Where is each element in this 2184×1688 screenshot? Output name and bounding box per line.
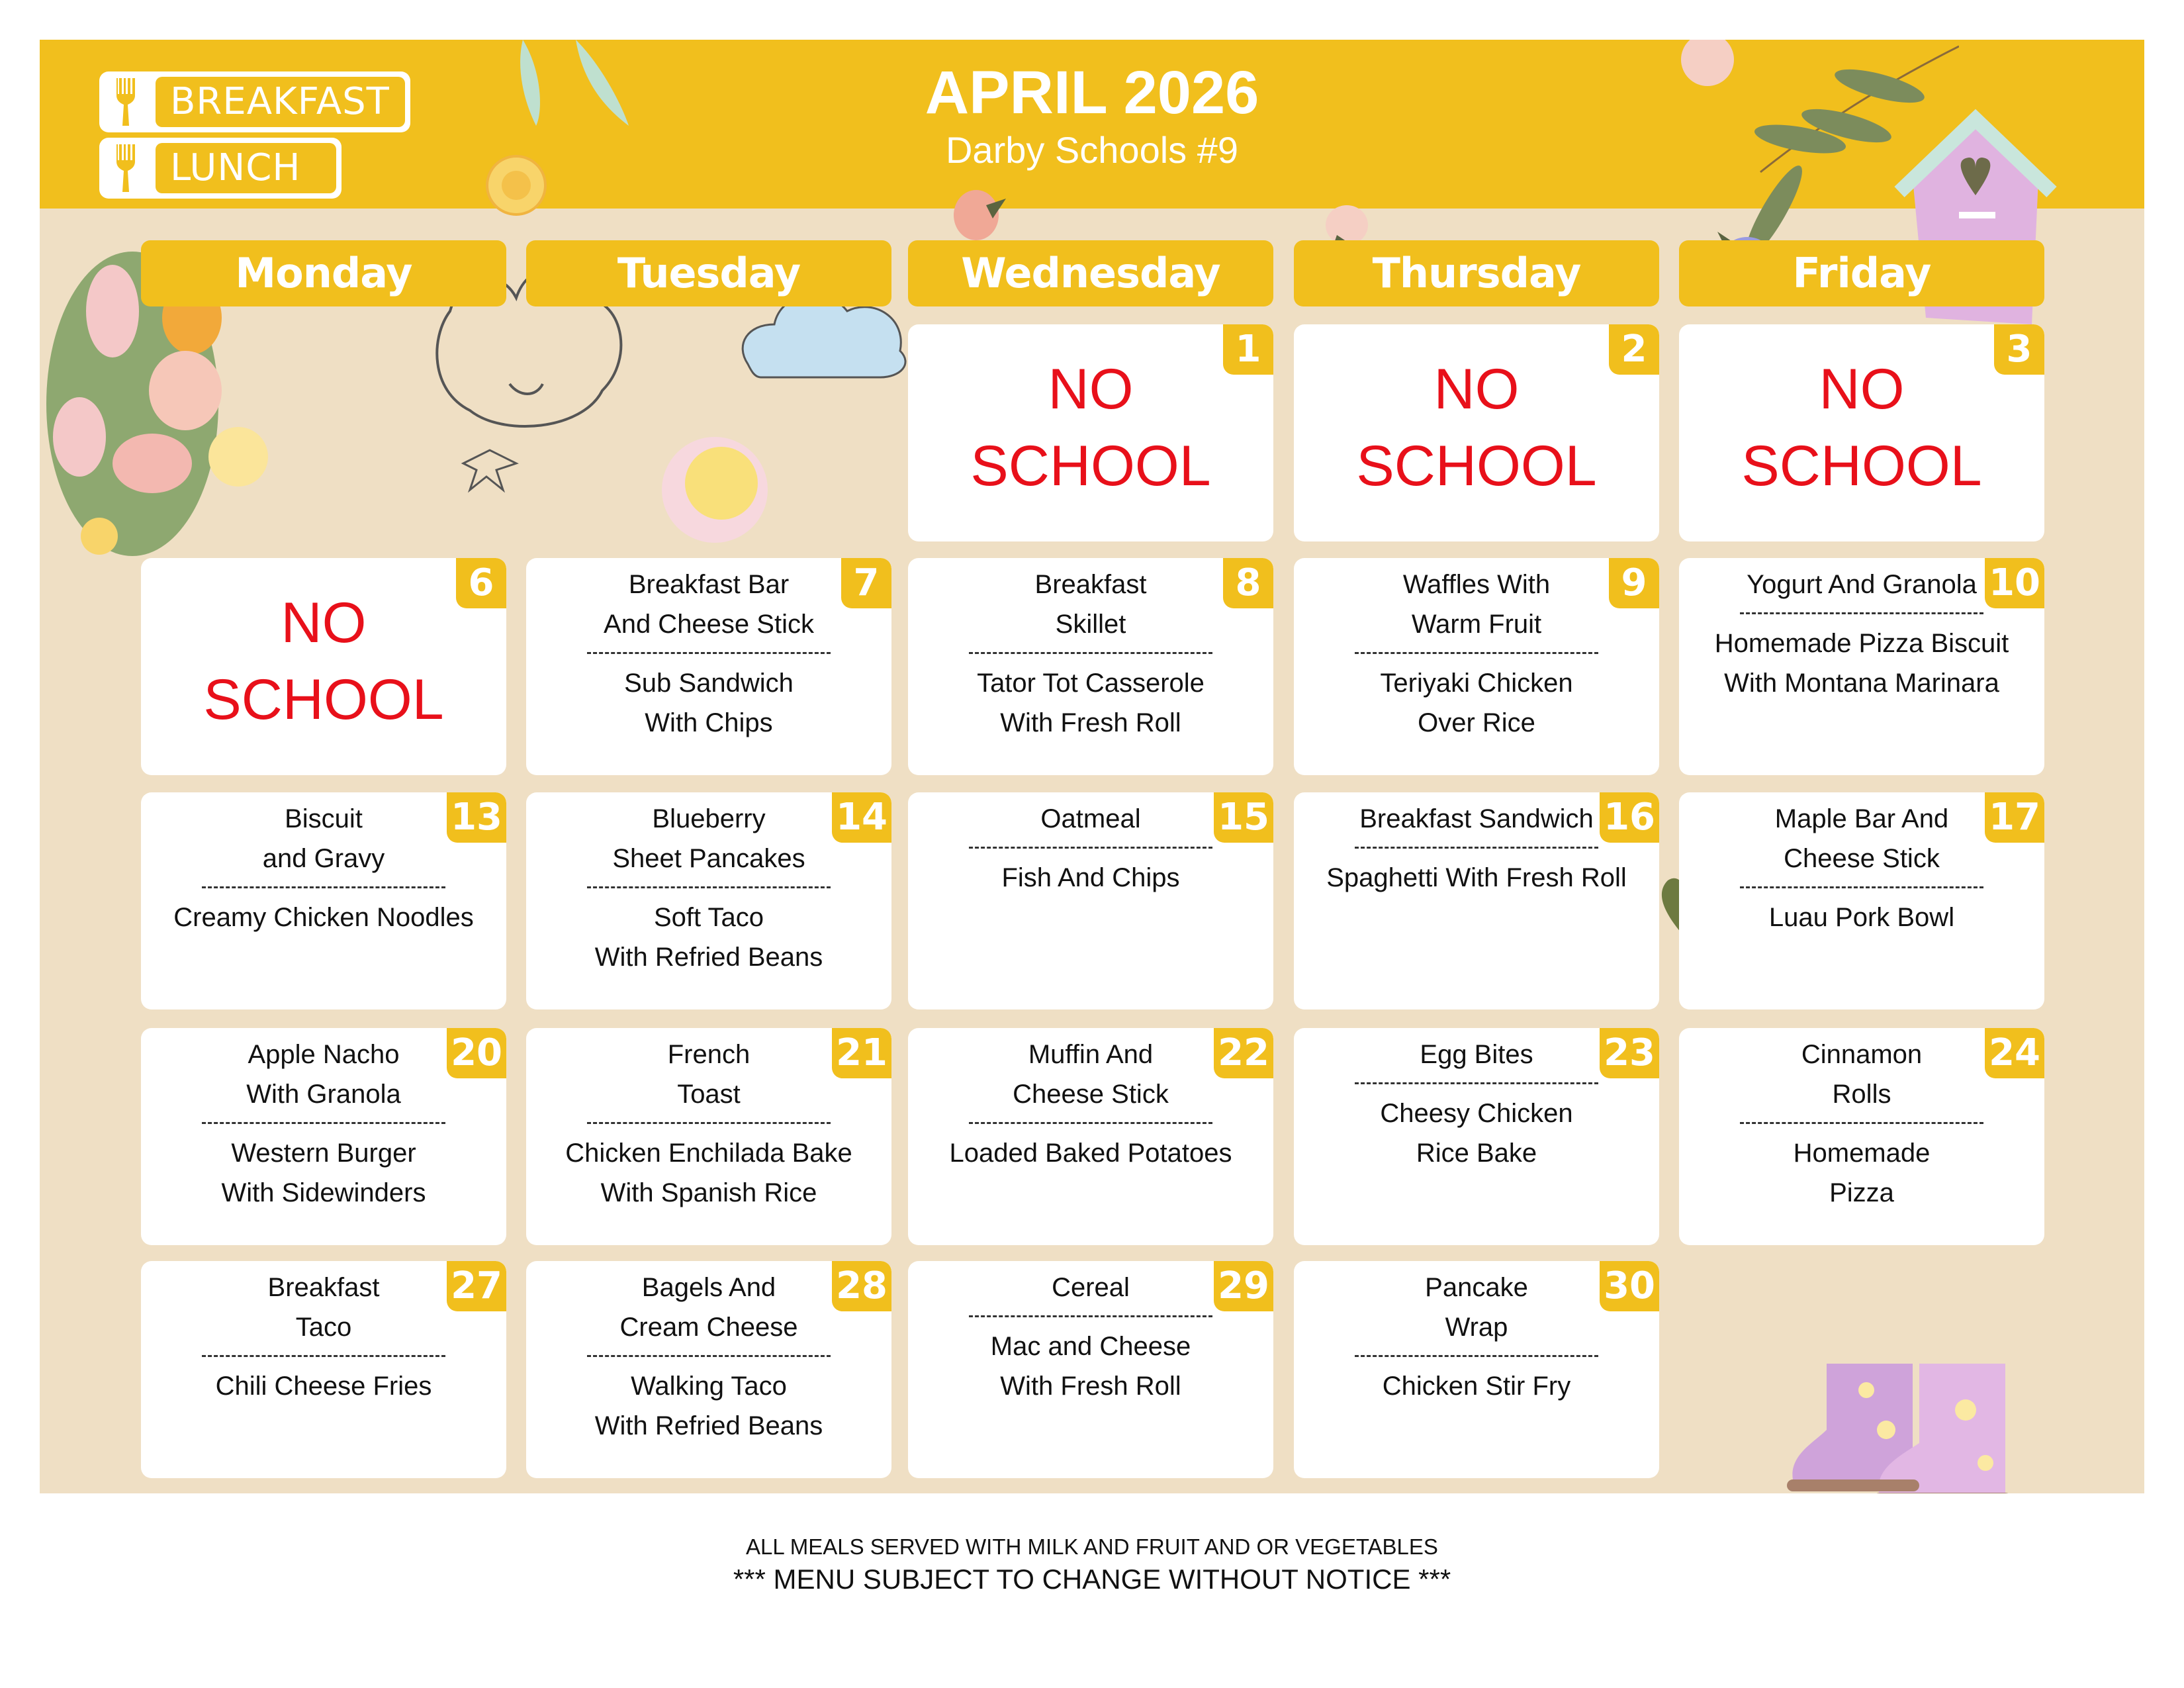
lunch-item: Chicken Enchilada Bake With Spanish Rice	[565, 1139, 852, 1207]
date-badge: 22	[1214, 1028, 1273, 1078]
meal-divider	[969, 652, 1213, 654]
meal-divider	[969, 847, 1213, 849]
footer-note: ALL MEALS SERVED WITH MILK AND FRUIT AND OR VEGETABLES	[746, 1534, 1438, 1559]
footer-disclaimer: *** MENU SUBJECT TO CHANGE WITHOUT NOTICE ***	[733, 1564, 1451, 1595]
meal-divider	[202, 1355, 446, 1357]
lunch-item: Chili Cheese Fries	[215, 1372, 432, 1401]
meal-divider	[1740, 1122, 1984, 1124]
breakfast-item: Breakfast Bar And Cheese Stick	[604, 570, 814, 639]
breakfast-item: Bagels And Cream Cheese	[619, 1273, 798, 1342]
day-cell	[908, 324, 1273, 541]
lunch-item: Chicken Stir Fry	[1382, 1372, 1571, 1401]
lunch-item: Fish And Chips	[1001, 863, 1180, 892]
lunch-item: Loaded Baked Potatoes	[949, 1139, 1232, 1168]
meal-divider	[969, 1122, 1213, 1124]
date-badge: 28	[832, 1261, 891, 1311]
date-badge: 8	[1223, 558, 1273, 608]
meal-divider	[587, 652, 831, 654]
date-badge: 6	[456, 558, 506, 608]
meal-divider	[1740, 886, 1984, 888]
date-badge: 3	[1994, 324, 2044, 375]
lunch-item: Western Burger With Sidewinders	[221, 1139, 426, 1207]
day-cell	[526, 1261, 891, 1478]
page-title: APRIL 2026	[925, 59, 1259, 126]
daffodil-decoration-icon	[635, 410, 794, 569]
lunch-item: Homemade Pizza	[1793, 1139, 1931, 1207]
day-cell	[908, 792, 1273, 1009]
day-cell	[526, 1028, 891, 1245]
day-cell	[1294, 792, 1659, 1009]
breakfast-item: Waffles With Warm Fruit	[1402, 570, 1551, 639]
day-cell	[526, 558, 891, 775]
date-badge: 15	[1214, 792, 1273, 843]
breakfast-item: Maple Bar And Cheese Stick	[1774, 804, 1949, 873]
no-school-label: NO SCHOOL	[970, 357, 1211, 498]
meal-divider	[969, 1315, 1213, 1317]
date-badge: 24	[1985, 1028, 2044, 1078]
meal-divider	[587, 886, 831, 888]
menu-poster	[40, 40, 2144, 1493]
logo-breakfast: BREAKFAST	[99, 71, 410, 132]
date-badge: 27	[447, 1261, 506, 1311]
date-badge: 2	[1609, 324, 1659, 375]
breakfast-item: Yogurt And Granola	[1747, 570, 1977, 599]
no-school-label: NO SCHOOL	[203, 591, 444, 731]
day-header-tuesday: Tuesday	[526, 240, 891, 306]
day-cell	[1679, 324, 2044, 541]
date-badge: 9	[1609, 558, 1659, 608]
breakfast-item: Egg Bites	[1420, 1040, 1533, 1069]
day-cell	[1294, 1261, 1659, 1478]
lunch-item: Walking Taco With Refried Beans	[594, 1372, 823, 1440]
lunch-item: Homemade Pizza Biscuit With Montana Marinara	[1714, 629, 2009, 698]
meal-divider	[202, 886, 446, 888]
date-badge: 7	[841, 558, 891, 608]
breakfast-item: Breakfast Skillet	[1034, 570, 1147, 639]
day-cell	[1679, 792, 2044, 1009]
breakfast-item: Oatmeal	[1040, 804, 1141, 833]
day-cell	[1679, 558, 2044, 775]
meal-divider	[1740, 612, 1984, 614]
lunch-item: Cheesy Chicken Rice Bake	[1380, 1099, 1573, 1168]
breakfast-item: Cereal	[1052, 1273, 1130, 1302]
meal-divider	[1355, 1355, 1599, 1357]
lunch-item: Teriyaki Chicken Over Rice	[1380, 669, 1573, 737]
day-header-monday: Monday	[141, 240, 506, 306]
lunch-item: Creamy Chicken Noodles	[173, 903, 474, 932]
day-cell	[526, 792, 891, 1009]
no-school-label: NO SCHOOL	[1356, 357, 1597, 498]
meal-divider	[1355, 847, 1599, 849]
day-header-friday: Friday	[1679, 240, 2044, 306]
date-badge: 17	[1985, 792, 2044, 843]
lunch-item: Luau Pork Bowl	[1768, 903, 1955, 932]
breakfast-item: French Toast	[667, 1040, 751, 1109]
day-cell	[908, 1261, 1273, 1478]
day-cell	[908, 1028, 1273, 1245]
date-badge: 13	[447, 792, 506, 843]
day-cell	[1294, 558, 1659, 775]
day-cell	[141, 1028, 506, 1245]
date-badge: 23	[1600, 1028, 1659, 1078]
date-badge: 21	[832, 1028, 891, 1078]
breakfast-item: Breakfast Taco	[267, 1273, 380, 1342]
date-badge: 16	[1600, 792, 1659, 843]
breakfast-item: Biscuit and Gravy	[262, 804, 385, 873]
day-header-thursday: Thursday	[1294, 240, 1659, 306]
lunch-item: Mac and Cheese With Fresh Roll	[990, 1332, 1191, 1401]
day-cell	[141, 792, 506, 1009]
date-badge: 1	[1223, 324, 1273, 375]
date-badge: 10	[1985, 558, 2044, 608]
lunch-item: Soft Taco With Refried Beans	[594, 903, 823, 972]
date-badge: 20	[447, 1028, 506, 1078]
school-name: Darby Schools #9	[945, 129, 1238, 171]
breakfast-item: Pancake Wrap	[1425, 1273, 1528, 1342]
day-cell	[1294, 324, 1659, 541]
day-cell	[141, 558, 506, 775]
day-header-wednesday: Wednesday	[908, 240, 1273, 306]
breakfast-item: Muffin And Cheese Stick	[1013, 1040, 1169, 1109]
day-cell	[141, 1261, 506, 1478]
day-cell	[908, 558, 1273, 775]
breakfast-item: Cinnamon Rolls	[1801, 1040, 1923, 1109]
no-school-label: NO SCHOOL	[1741, 357, 1982, 498]
meal-divider	[1355, 652, 1599, 654]
day-cell	[1679, 1028, 2044, 1245]
date-badge: 14	[832, 792, 891, 843]
lunch-item: Spaghetti With Fresh Roll	[1326, 863, 1627, 892]
breakfast-item: Apple Nacho With Granola	[246, 1040, 401, 1109]
meal-divider	[202, 1122, 446, 1124]
lunch-item: Tator Tot Casserole With Fresh Roll	[977, 669, 1205, 737]
meal-divider	[587, 1122, 831, 1124]
lunch-item: Sub Sandwich With Chips	[624, 669, 794, 737]
meal-divider	[1355, 1082, 1599, 1084]
day-cell	[1294, 1028, 1659, 1245]
boots-decoration-icon	[1787, 1350, 2052, 1493]
date-badge: 29	[1214, 1261, 1273, 1311]
breakfast-item: Breakfast Sandwich	[1359, 804, 1594, 833]
breakfast-item: Blueberry Sheet Pancakes	[612, 804, 805, 873]
logo-lunch: LUNCH	[99, 138, 341, 199]
meal-divider	[587, 1355, 831, 1357]
date-badge: 30	[1600, 1261, 1659, 1311]
